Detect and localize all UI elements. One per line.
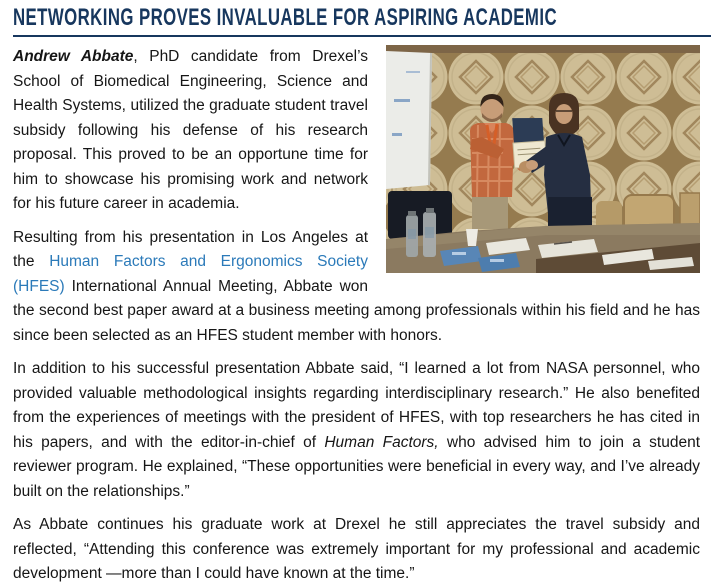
page-title-text: NETWORKING PROVES INVALUABLE FOR ASPIRING ACADEMIC [13, 4, 557, 31]
paragraph-intro-text: , PhD candidate from Drexel’s School of Biomedical Engineering, Science and Health Systems, utilized the graduate student travel subsidy following his defense of his research proposal. This proved to be an opportune time for him to showcase his promising work and network for his future career in academia. [13, 48, 368, 212]
projection-screen [386, 51, 432, 189]
paragraph-presentation-after: International Annual Meeting, Abbate won the second best paper award at a business meeting among professionals within his field and he has since been selected as an HFES student member with honors. [13, 277, 700, 344]
journal-title: Human Factors, [324, 433, 439, 451]
author-subject-name: Andrew Abbate [13, 48, 134, 65]
black-chair [388, 191, 452, 239]
page-title [13, 3, 711, 37]
paragraph-closing-text: As Abbate continues his graduate work at Drexel he still appreciates the travel subsidy and reflected, “Attending this conference was extremely important for my professional and academic development —more than I could have known at the time.” [13, 516, 700, 582]
paragraph-quotes [13, 357, 700, 504]
paragraph-presentation-before: Resulting from his presentation in Los Angeles at the [13, 228, 368, 270]
paragraph-quotes-after: who advised him to join a student reviewer program. He explained, “These opportunities were beneficial in every way, and I’ve already built on the relationships.” [13, 433, 700, 500]
paper-cup [466, 229, 478, 246]
conference-award-photo [386, 45, 700, 273]
paragraph-quotes-before: In addition to his successful presentation Abbate said, “I learned a lot from NASA personnel, who provided valuable methodological insights regarding interdisciplinary research.” He also benefited from the experiences of meetings with the president of HFES, with top researchers he has cited in his papers, and with the editor-in-chief of [13, 360, 700, 451]
paragraph-closing [13, 513, 700, 587]
hfes-link[interactable]: Human Factors and Ergonomics Society (HFES) [13, 253, 368, 295]
